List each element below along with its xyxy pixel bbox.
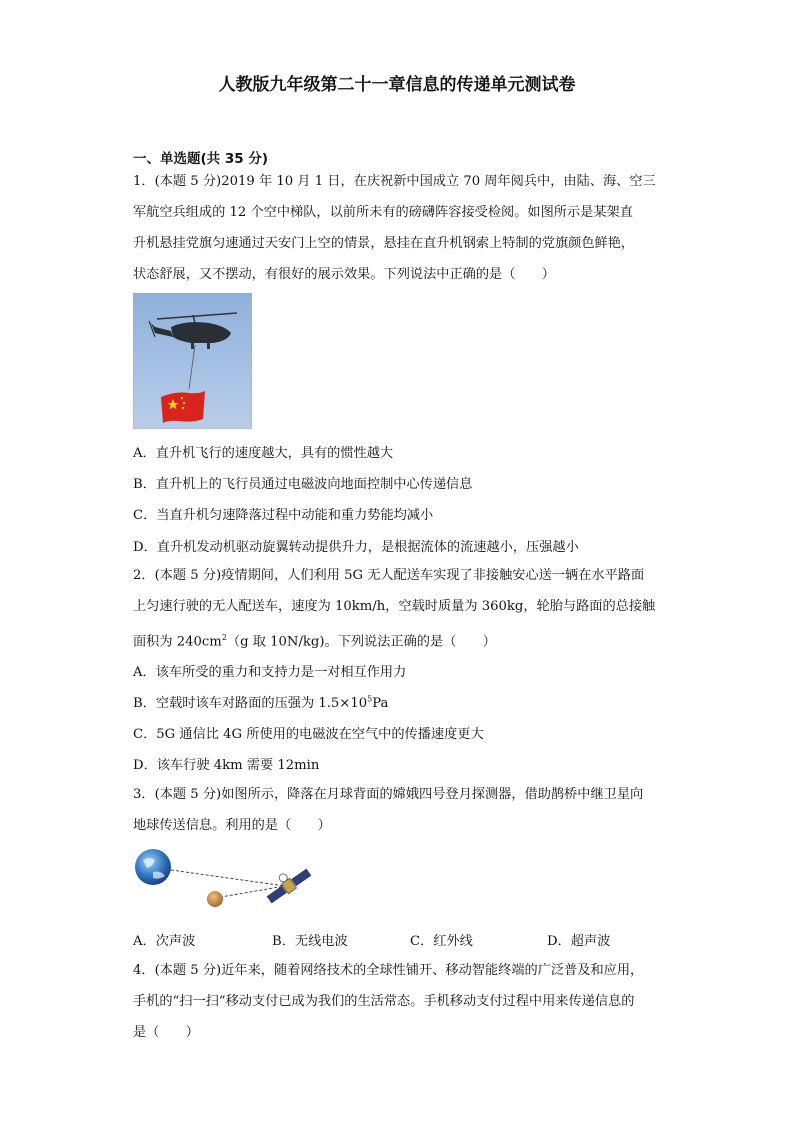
question-1-option-b: B．直升机上的飞行员通过电磁波向地面控制中心传递信息 <box>133 477 473 492</box>
section-heading: 一、单选题(共 35 分) <box>133 151 269 167</box>
question-1-option-d: D．直升机发动机驱动旋翼转动提供升力，是根据流体的流速越小，压强越小 <box>133 540 579 555</box>
question-2-option-c: C．5G 通信比 4G 所使用的电磁波在空气中的传播速度更大 <box>133 727 484 742</box>
question-2-stem: 2．(本题 5 分)疫情期间，人们利用 5G 无人配送车实现了非接触安心送一辆在水平路面 上匀速行驶的无人配送车，速度为 10km/h，空载时质量为 360kg，轮胎与路面的总接触 面积为 $240cm^2(g$ 取 10N/kg)。下列说法正确的是（ ） <box>133 568 656 650</box>
question-2-option-a: A．该车所受的重力和支持力是一对相互作用力 <box>133 665 407 680</box>
helicopter-flag-image <box>133 293 252 429</box>
question-1-option-a: A．直升机飞行的速度越大，具有的惯性越大 <box>133 446 394 461</box>
question-3-option-d: D．超声波 <box>547 934 611 949</box>
question-3-stem: 3．(本题 5 分)如图所示，降落在月球背面的嫦娥四号登月探测器，借助鹊桥中继卫星向 地球传送信息。利用的是（ ） <box>133 787 644 833</box>
question-3-option-c: C．红外线 <box>410 934 473 949</box>
question-2-option-d: D．该车行驶 4km 需要 12min <box>133 758 320 773</box>
question-3-option-a: A．次声波 <box>133 934 196 949</box>
question-4-stem: 4．(本题 5 分)近年来，随着网络技术的全球性铺开、移动智能终端的广泛普及和应用， 手机的“扫一扫”移动支付已成为我们的生活常态。手机移动支付过程中用来传递信息的 是（ ） <box>133 963 644 1040</box>
page-title: 人教版九年级第二十一章信息的传递单元测试卷 <box>218 75 576 95</box>
question-2-option-b: B．空载时该车对路面的压强为 $1.5\times 10^5Pa$ <box>133 694 389 711</box>
earth-moon-satellite-image <box>133 846 323 916</box>
question-3-option-b: B．无线电波 <box>272 934 348 949</box>
question-1-option-c: C．当直升机匀速降落过程中动能和重力势能均减小 <box>133 508 434 523</box>
question-1-stem: 1．(本题 5 分)2019 年 10 月 1 日，在庆祝新中国成立 70 周年阅兵中，由陆、海、空三 军航空兵组成的 12 个空中梯队，以前所未有的磅礴阵容接受检阅。如图所示是某架直 升机悬挂党旗匀速通过天安门上空的情景，悬挂在直升机钢索上特制的党旗颜色鲜艳， 状态舒展，又不摆动，有很好的展示效果。下列说法中正确的是（ ） <box>133 174 656 282</box>
